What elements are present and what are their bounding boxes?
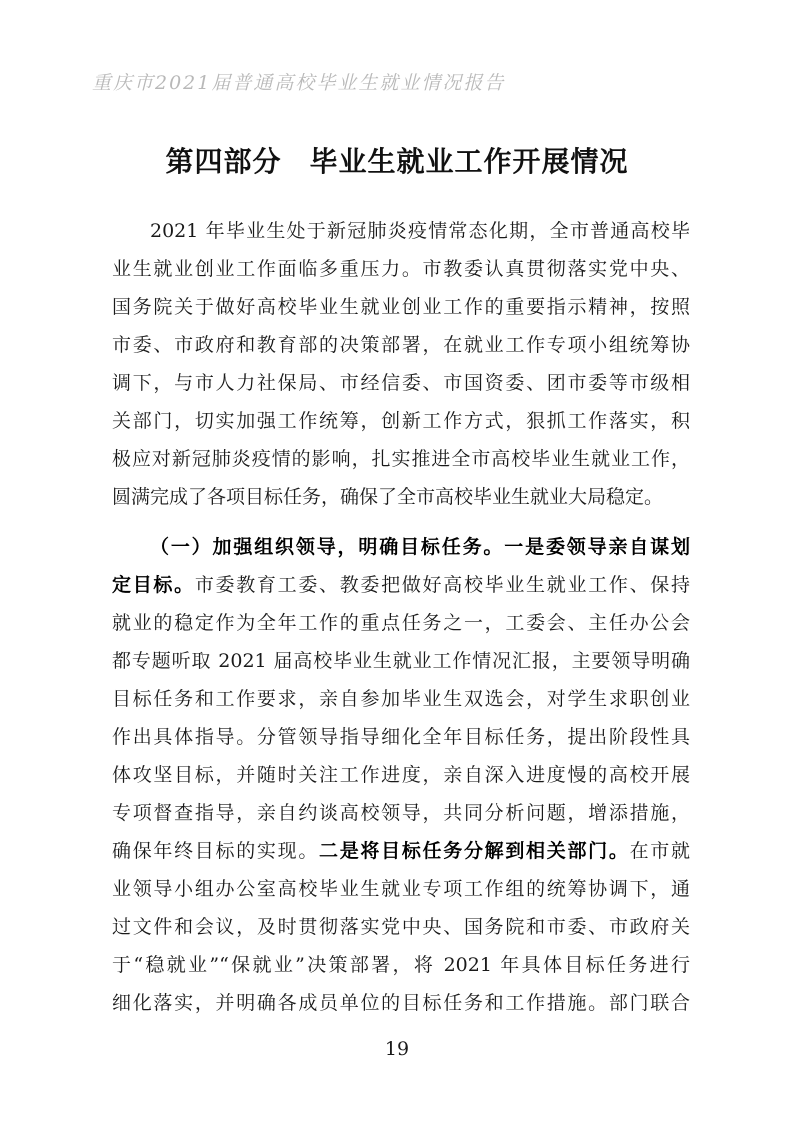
text-line	[112, 832, 690, 870]
body-text: 细化落实，并明确各成员单位的目标任务和工作措施。部门联合	[112, 992, 690, 1014]
body-text: 作出具体指导。分管领导指导细化全年目标任务，提出阶段性具	[112, 726, 690, 748]
body-text: 专项督查指导，亲自约谈高校领导，共同分析问题，增添措施，	[112, 802, 690, 824]
body-text: 业生就业创业工作面临多重压力。市教委认真贯彻落实党中央、	[112, 258, 690, 280]
text-line	[112, 250, 690, 288]
text-line	[112, 718, 690, 756]
text-line	[112, 402, 690, 440]
body-text: 于“稳就业”“保就业”决策部署，将 2021 年具体目标任务进行	[112, 954, 690, 976]
text-line	[112, 326, 690, 364]
bold-heading-text: 二是将目标任务分解到相关部门。	[319, 840, 630, 862]
body-text: 在市就	[629, 840, 690, 862]
section-part: 第四部分	[165, 145, 282, 178]
text-line	[112, 528, 690, 566]
text-line	[112, 794, 690, 832]
page-number: 19	[384, 1038, 410, 1060]
paragraph-organization	[112, 528, 690, 1022]
bold-heading-text: （一）加强组织领导，明确目标任务。一是委领导亲自谋划	[150, 536, 690, 558]
body-text: 业领导小组办公室高校毕业生就业专项工作组的统筹协调下，通	[112, 878, 690, 900]
body-text: 目标任务和工作要求，亲自参加毕业生双选会，对学生求职创业	[112, 688, 690, 710]
text-line	[112, 870, 690, 908]
body-text: 2021 年毕业生处于新冠肺炎疫情常态化期，全市普通高校毕	[150, 220, 690, 242]
text-line	[112, 642, 690, 680]
body-text: 就业的稳定作为全年工作的重点任务之一，工委会、主任办公会	[112, 612, 690, 634]
paragraph-intro	[112, 212, 690, 516]
body-text: 过文件和会议，及时贯彻落实党中央、国务院和市委、市政府关	[112, 916, 690, 938]
text-line	[112, 212, 690, 250]
bold-heading-text: 定目标。	[112, 574, 195, 596]
text-line	[112, 984, 690, 1022]
body-text: 市委教育工委、教委把做好高校毕业生就业工作、保持	[194, 574, 690, 596]
section-name: 毕业生就业工作开展情况	[309, 145, 629, 178]
section-title	[0, 140, 794, 180]
text-line	[112, 908, 690, 946]
body-text: 关部门，切实加强工作统筹，创新工作方式，狠抓工作落实，积	[112, 410, 690, 432]
text-line	[112, 680, 690, 718]
text-line	[112, 566, 690, 604]
body-text: 都专题听取 2021 届高校毕业生就业工作情况汇报，主要领导明确	[112, 650, 690, 672]
body-text: 市委、市政府和教育部的决策部署，在就业工作专项小组统筹协	[112, 334, 690, 356]
body-text: 圆满完成了各项目标任务，确保了全市高校毕业生就业大局稳定。	[112, 486, 664, 508]
body-text: 体攻坚目标，并随时关注工作进度，亲自深入进度慢的高校开展	[112, 764, 690, 786]
text-line	[112, 604, 690, 642]
text-line	[112, 288, 690, 326]
running-header: 重庆市2021届普通高校毕业生就业情况报告	[92, 72, 506, 94]
body-text: 确保年终目标的实现。	[112, 840, 320, 862]
body-text: 极应对新冠肺炎疫情的影响，扎实推进全市高校毕业生就业工作，	[112, 448, 690, 470]
text-line	[112, 440, 690, 478]
body-text: 国务院关于做好高校毕业生就业创业工作的重要指示精神，按照	[112, 296, 690, 318]
text-line	[112, 946, 690, 984]
body-text: 调下，与市人力社保局、市经信委、市国资委、团市委等市级相	[112, 372, 690, 394]
text-line	[112, 364, 690, 402]
text-line	[112, 478, 690, 516]
text-line	[112, 756, 690, 794]
